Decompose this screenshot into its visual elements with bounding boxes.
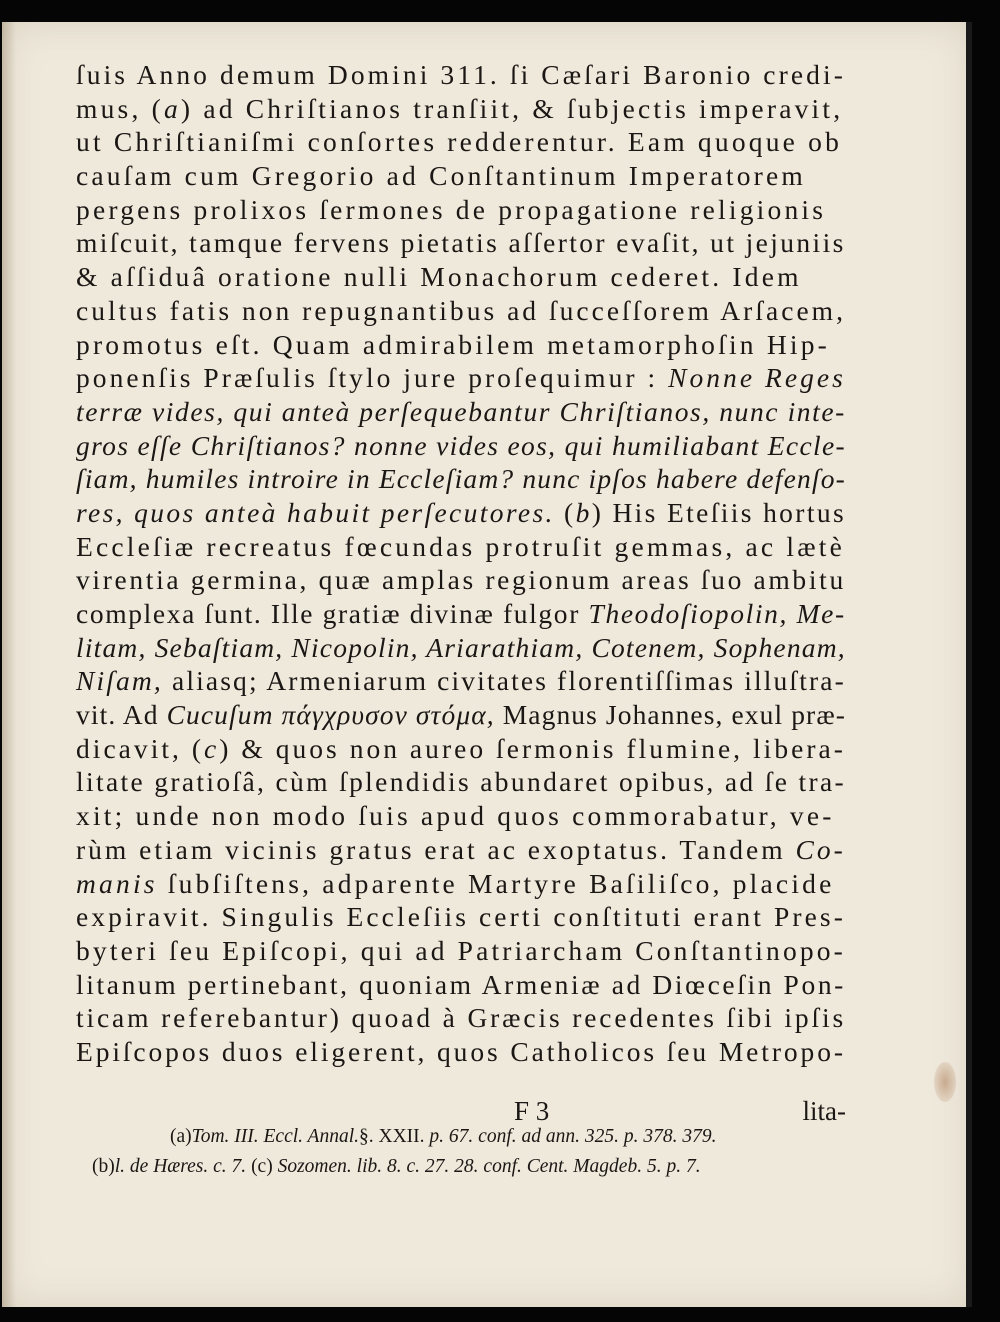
- italic-text-run: manis: [76, 867, 158, 899]
- text-line: [76, 1001, 846, 1035]
- text-line-content: [76, 732, 846, 766]
- footnote-italic-run: p. 67. conf. ad ann. 325. p. 378. 379.: [429, 1126, 717, 1147]
- text-line-content: [76, 462, 846, 496]
- text-line-content: [76, 395, 846, 429]
- text-run: cultus fatis non repugnantibus ad ſucceſſorem Arſacem,: [76, 294, 846, 326]
- text-line-content: [76, 1035, 846, 1069]
- italic-text-run: Theodoſiopolin, Me-: [588, 598, 846, 629]
- text-line-content: [76, 799, 835, 833]
- footnote-1: [170, 1126, 850, 1148]
- text-line: [76, 294, 846, 328]
- text-run: vit. Ad: [76, 699, 167, 731]
- italic-text-run: res, quos anteà habuit perſecutores.: [76, 496, 555, 528]
- text-line-content: [76, 92, 843, 126]
- footnote-run: (a): [170, 1126, 192, 1147]
- footnote-italic-run: Tom. III. Eccl. Annal.: [191, 1126, 360, 1147]
- text-line: [76, 260, 846, 294]
- page-edge: [966, 22, 972, 1307]
- text-line-content: [76, 530, 845, 564]
- text-line: [76, 361, 846, 395]
- text-run: rùm etiam vicinis gratus erat ac exoptatus. Tandem: [76, 833, 796, 865]
- italic-text-run: b: [575, 496, 592, 528]
- text-line-content: [76, 698, 846, 732]
- text-line-content: [76, 867, 835, 901]
- footnote-content: [92, 1156, 701, 1178]
- text-line-content: [76, 260, 802, 294]
- text-line-content: [76, 1001, 846, 1035]
- text-run: pergens prolixos ſermones de propagatione religionis: [76, 193, 827, 225]
- main-text-block: [76, 58, 846, 1069]
- page-gutter-shadow: [2, 22, 16, 1307]
- text-line: [76, 462, 846, 496]
- italic-text-run: a: [163, 92, 181, 124]
- text-run: byteri ſeu Epiſcopi, qui ad Patriarcham Conſtantinopo-: [76, 934, 847, 966]
- italic-text-run: gros eſſe Chriſtianos? nonne vides eos, qui humiliabant Eccle-: [76, 429, 847, 461]
- italic-text-run: terræ vides, qui anteà perſequebantur Chriſtianos, nunc inte-: [76, 395, 846, 427]
- text-run: ) ad Chriſtianos tranſiit, & ſubjectis imperavit,: [180, 92, 844, 124]
- text-run: Magnus Johannes, exul præ-: [494, 699, 847, 731]
- text-run: xit; unde non modo ſuis apud quos commorabatur, ve-: [76, 800, 835, 832]
- text-run: ut Chriſtianiſmi conſortes redderentur. Eam quoque ob: [76, 126, 843, 158]
- text-line: [76, 496, 846, 530]
- text-line-content: [76, 193, 826, 227]
- text-line: [76, 968, 846, 1002]
- text-line: [76, 530, 846, 564]
- text-line-content: [76, 631, 846, 665]
- text-line: [76, 631, 846, 665]
- text-line: [76, 92, 846, 126]
- signature-mark: F 3: [514, 1096, 550, 1126]
- italic-text-run: Niſam,: [76, 665, 163, 697]
- text-run: & aſſiduâ oratione nulli Monachorum cederet. Idem: [76, 261, 802, 293]
- text-run: mus, (: [76, 92, 164, 124]
- text-line: [76, 125, 846, 159]
- text-run: ſubſiſtens, adparente Martyre Baſiliſco, placide: [157, 867, 835, 899]
- text-run: ticam referebantur) quoad à Græcis recedentes ſibi ipſis: [76, 1002, 847, 1034]
- text-run: litate gratioſâ, cùm ſplendidis abundaret opibus, ad ſe tra-: [76, 766, 847, 798]
- text-line-content: [76, 159, 806, 193]
- text-line-content: [76, 125, 842, 159]
- text-line-content: [76, 900, 846, 934]
- text-line: [76, 58, 846, 92]
- italic-text-run: Cucuſum πάγχρυσον στόμα,: [166, 699, 495, 731]
- footnote-run: (b): [92, 1156, 115, 1177]
- text-line: [76, 395, 846, 429]
- text-run: promotus eſt. Quam admirabilem metamorphoſin Hip-: [76, 328, 831, 360]
- text-line: [76, 1035, 846, 1069]
- text-line-content: [76, 934, 846, 968]
- text-run: Eccleſiæ recreatus fœcundas protruſit gemmas, ac lætè: [76, 530, 846, 562]
- text-run: ) His Eteſiis hortus: [591, 496, 847, 528]
- text-line: [76, 193, 846, 227]
- catchword: lita-: [802, 1096, 846, 1126]
- text-line-content: [76, 429, 846, 463]
- text-line: [76, 328, 846, 362]
- text-line-content: [76, 833, 846, 867]
- text-line-content: [76, 294, 846, 328]
- text-line-content: [76, 765, 846, 799]
- text-line-content: [76, 361, 846, 395]
- text-line-content: [76, 597, 846, 631]
- text-line: [76, 597, 846, 631]
- text-line: [76, 833, 846, 867]
- text-run: expiravit. Singulis Eccleſiis certi conſtituti erant Pres-: [76, 901, 846, 933]
- text-run: Epiſcopos duos eligerent, quos Catholicos ſeu Metropo-: [76, 1035, 846, 1067]
- text-run: aliasq; Armeniarum civitates florentiſſimas illuſtra-: [162, 665, 846, 697]
- italic-text-run: Co-: [795, 833, 846, 865]
- text-line-content: [76, 664, 846, 698]
- text-run: complexa ſunt. Ille gratiæ divinæ fulgor: [76, 598, 589, 629]
- text-line: [76, 765, 846, 799]
- text-line: [76, 563, 846, 597]
- italic-text-run: litam, Sebaſtiam, Nicopolin, Ariarathiam, Cotenem, Sophenam,: [76, 631, 846, 663]
- text-line: [76, 664, 846, 698]
- text-run: cauſam cum Gregorio ad Conſtantinum Imperatorem: [76, 160, 807, 192]
- footnote-italic-run: l. de Hæres. c. 7.: [114, 1156, 247, 1177]
- text-line: [76, 934, 846, 968]
- text-line: [76, 159, 846, 193]
- text-run: miſcuit, tamque fervens pietatis aſſertor evaſit, ut jejuniis: [76, 227, 846, 259]
- text-line-content: [76, 58, 846, 92]
- text-line: [76, 429, 846, 463]
- footnote-run: (c): [246, 1156, 278, 1177]
- text-run: dicavit, (: [76, 732, 205, 764]
- text-line-content: [76, 563, 846, 597]
- footnote-italic-run: Sozomen. lib. 8. c. 27. 28. conf. Cent. Magdeb. 5. p. 7.: [277, 1156, 701, 1177]
- text-line: [76, 867, 846, 901]
- text-line: [76, 900, 846, 934]
- text-line-content: [76, 968, 846, 1002]
- footnote-2: [92, 1156, 852, 1178]
- italic-text-run: c: [204, 732, 220, 764]
- text-run: ponenſis Præſulis ſtylo jure proſequimur :: [76, 362, 669, 394]
- text-line: [76, 732, 846, 766]
- footnote-run: §. XXII.: [359, 1126, 430, 1147]
- text-run: (: [554, 496, 576, 528]
- text-run: ſuis Anno demum Domini 311. ſi Cæſari Baronio credi-: [76, 59, 846, 90]
- text-line-content: [76, 328, 830, 362]
- page-foot-line: [76, 1096, 846, 1126]
- paper-stain: [934, 1062, 956, 1102]
- text-line-content: [76, 226, 846, 260]
- italic-text-run: Nonne Reges: [668, 362, 846, 394]
- text-run: ) & quos non aureo ſermonis flumine, libera-: [219, 732, 846, 764]
- text-line: [76, 698, 846, 732]
- italic-text-run: ſiam, humiles introire in Eccleſiam? nunc ipſos habere defenſo-: [76, 463, 846, 495]
- footnote-content: [170, 1126, 717, 1148]
- text-line-content: [76, 496, 846, 530]
- text-line: [76, 226, 846, 260]
- text-run: litanum pertinebant, quoniam Armeniæ ad Diœceſin Pon-: [76, 968, 846, 1000]
- text-run: virentia germina, quæ amplas regionum areas ſuo ambitu: [76, 564, 846, 596]
- text-line: [76, 799, 846, 833]
